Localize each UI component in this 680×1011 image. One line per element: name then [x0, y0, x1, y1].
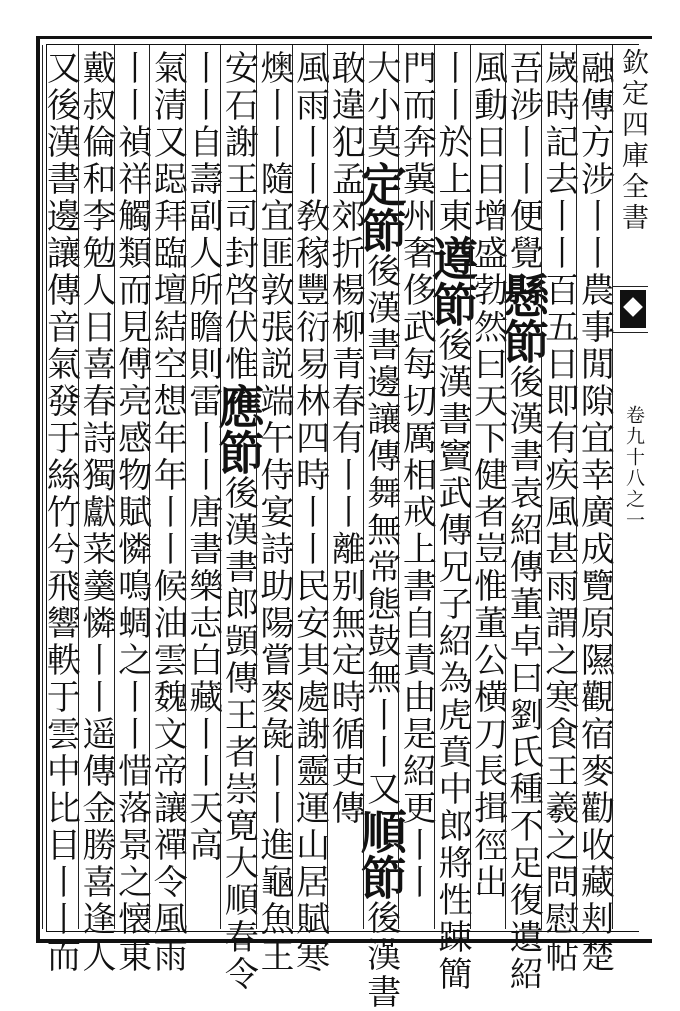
column-rule: [149, 45, 150, 929]
text-run: 後漢書郎顗傳王者崇寛大順春令: [218, 475, 259, 993]
text-run: 丨丨於上東: [432, 50, 472, 235]
column-rule: [185, 45, 186, 929]
text-run: 後漢書: [360, 900, 401, 1011]
column-rule: [292, 45, 293, 929]
column-rule: [541, 45, 542, 929]
text-run: 風動日日增盛勃然曰天下健者豈惟董公横刀長揖徑出: [467, 50, 508, 901]
text-run: 後漢書袁紹傳董卓曰劉氏種不足復遺紹: [503, 364, 544, 993]
text-run: 丨丨自壽副人所瞻則雷丨丨唐書樂志白藏丨丨天高: [182, 50, 223, 864]
section-heading: 遵節: [425, 235, 479, 327]
column-rule: [327, 45, 328, 929]
text-run: 又後漢書邊讓傳音氣發于絲竹兮飛響軼于雲中比目丨丨而: [40, 50, 81, 975]
column-rule: [256, 45, 257, 929]
column-rule: [78, 45, 79, 929]
margin-juan-number: 卷九十八之一: [623, 405, 645, 531]
margin-divider: [612, 332, 648, 333]
section-heading: 順節: [353, 808, 408, 900]
text-run: 大小莫: [360, 50, 401, 161]
margin-book-title: 欽定四庫全書: [617, 48, 648, 234]
fish-tail-mark-icon: [620, 290, 646, 328]
text-run: 敢違犯孟郊折楊柳青春有丨丨離别無定時循吏傳: [325, 50, 366, 827]
column-rule: [470, 45, 471, 929]
text-run: 吾涉丨丨便覺: [503, 50, 544, 272]
text-run: 後漢書竇武傳兄子紹為虎賁中郎將性踈簡: [432, 327, 472, 993]
text-run: 後漢書邊讓傳舞無常態鼓無丨丨又: [360, 253, 401, 808]
column-rule: [220, 45, 221, 929]
column-rule: [434, 45, 435, 929]
column-rule: [114, 45, 115, 929]
column-rule: [398, 45, 399, 929]
column-rule: [363, 45, 364, 929]
text-run: 丨丨禎祥觸類而見傅亮感物賦憐鳴蜩之丨丨惜落景之懐東: [111, 50, 152, 975]
column-rule: [42, 45, 43, 929]
margin-rule: [612, 45, 613, 929]
text-run: 嵗時記去丨丨百五日即有疾風甚雨謂之寒食王羲之問慰帖: [538, 50, 579, 975]
section-heading: 應節: [211, 383, 266, 475]
text-run: 戴叔倫和李勉人日喜春詩獨獻菜羹憐丨丨遥傳金勝喜逢人: [76, 50, 116, 975]
text-run: 安石謝王司封啓伏惟: [218, 50, 259, 383]
section-heading: 懸節: [496, 272, 551, 364]
column-rule: [576, 45, 577, 929]
text-column: [38, 50, 82, 975]
margin-divider: [612, 286, 648, 287]
column-rule: [505, 45, 506, 929]
section-heading: 定節: [353, 161, 408, 253]
text-run: 融傳方涉丨丨農事閒隙宜幸廣成覽原隰觀宿麥勸收藏刾楚: [574, 50, 615, 975]
text-run: 燠丨丨隨宜匪敦張説端午侍宴詩助陽嘗麥彘丨丨進龜魚王: [254, 50, 294, 975]
text-run: 風雨丨丨敎稼豐衍易林四時丨丨民安其處謝靈運山居賦寒: [289, 50, 330, 975]
text-run: 門而奔冀州奢侈武每切厲相戒上書自責由是紹更丨丨: [396, 50, 437, 901]
text-run: 氣清又跽拜臨壇結空想年年丨丨候油雲魏文帝讓禪令風雨: [147, 50, 188, 975]
